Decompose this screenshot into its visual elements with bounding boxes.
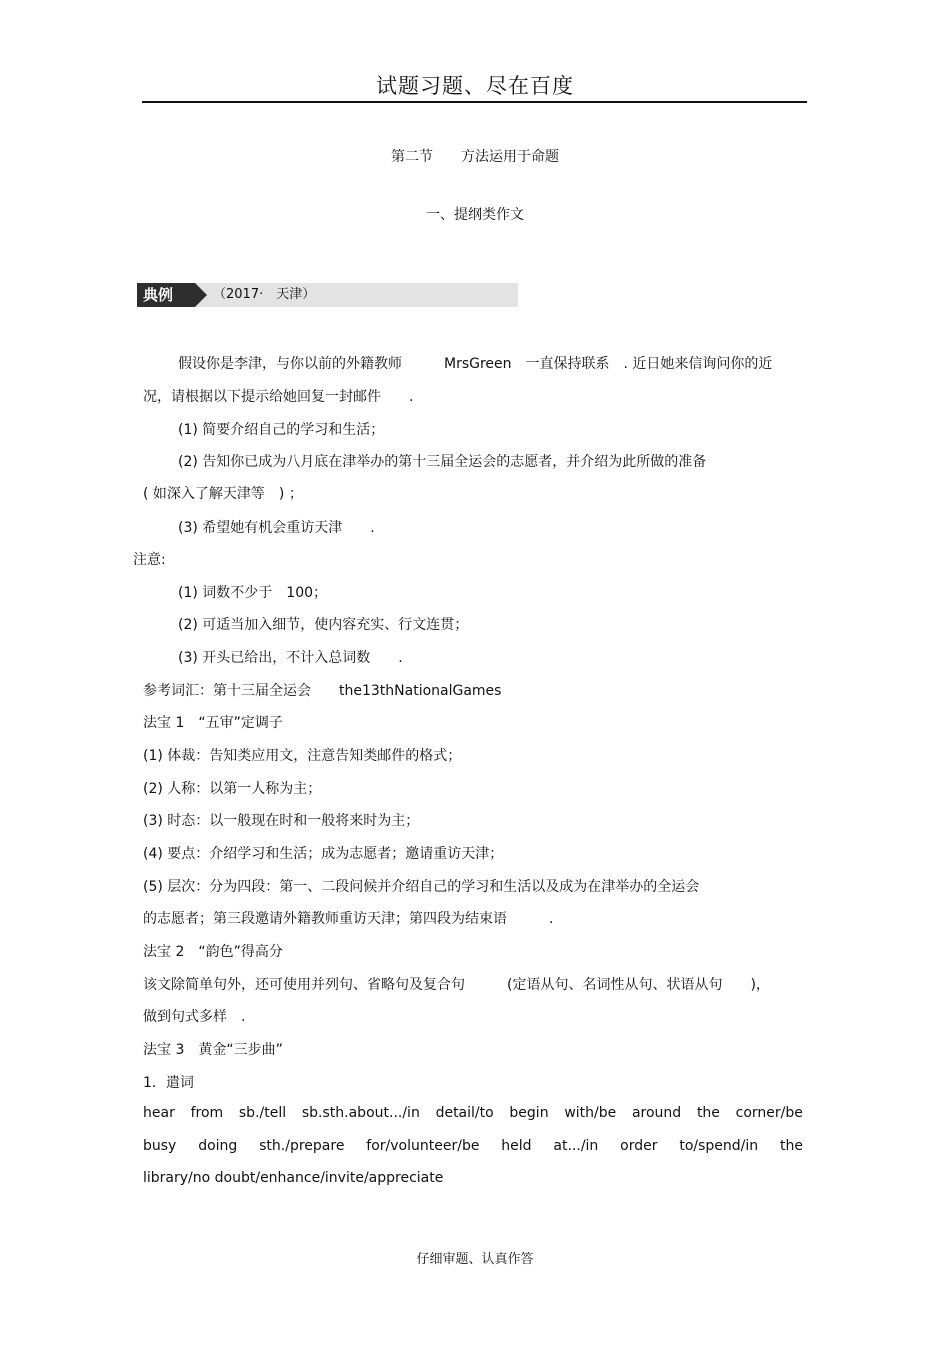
- word: around: [631, 1105, 682, 1121]
- prompt-item-1: (1) 简要介绍自己的学习和生活；: [178, 422, 385, 438]
- page-footer: 仔细审题、认真作答: [416, 1252, 534, 1267]
- tip2-line-1: 该文除简单句外，还可使用并列句、省略句及复合句 (定语从句、名词性从句、状语从句 )，: [143, 977, 770, 993]
- note-3: (3) 开头已给出，不计入总词数 .: [178, 650, 403, 666]
- word: doing: [198, 1138, 238, 1154]
- tip2-line-2: 做到句式多样 .: [143, 1009, 246, 1025]
- tip3-step-1: 1．遣词: [143, 1075, 194, 1091]
- word: the: [696, 1105, 720, 1121]
- tip1-point-5b: 的志愿者；第三段邀请外籍教师重访天津；第四段为结束语 .: [143, 911, 554, 927]
- tip1-point-2: (2) 人称：以第一人称为主；: [143, 781, 322, 797]
- prompt-item-3: (3) 希望她有机会重访天津 .: [178, 520, 375, 536]
- word: for/volunteer/be: [366, 1138, 480, 1154]
- note-2: (2) 可适当加入细节，使内容充实、行文连贯；: [178, 617, 469, 633]
- word-list-line-1: [143, 1105, 803, 1121]
- word: at.../in: [553, 1138, 599, 1154]
- tip1-point-3: (3) 时态：以一般现在时和一般将来时为主；: [143, 813, 420, 829]
- section-title: 第二节 方法运用于命题: [391, 149, 559, 165]
- word: sb.sth.about.../in: [301, 1105, 420, 1121]
- word: from: [190, 1105, 224, 1121]
- word: sb./tell: [238, 1105, 287, 1121]
- prompt-line-1: 假设你是李津，与你以前的外籍教师 MrsGreen 一直保持联系 . 近日她来信询问你的近: [178, 356, 773, 372]
- word: corner/be: [735, 1105, 803, 1121]
- tip1-title: 法宝 1 “五审”定调子: [143, 715, 283, 731]
- word: held: [501, 1138, 532, 1154]
- notes-label: 注意:: [133, 552, 166, 568]
- tip1-point-1: (1) 体裁：告知类应用文，注意告知类邮件的格式；: [143, 748, 462, 764]
- example-tag: 典例: [137, 283, 195, 307]
- tip3-title: 法宝 3 黄金“三步曲”: [143, 1042, 283, 1058]
- word: sth./prepare: [259, 1138, 345, 1154]
- page-header-title: 试题习题、尽在百度: [376, 74, 574, 98]
- word: busy: [143, 1138, 177, 1154]
- reference-vocab: 参考词汇：第十三届全运会 the13thNationalGames: [143, 683, 502, 699]
- prompt-line-2: 况，请根据以下提示给她回复一封邮件 .: [143, 389, 414, 405]
- word-list-line-3: library/no doubt/enhance/invite/appreciate: [143, 1170, 444, 1186]
- header-rule: [142, 101, 807, 103]
- word: with/be: [564, 1105, 617, 1121]
- tip1-point-4: (4) 要点：介绍学习和生活；成为志愿者；邀请重访天津；: [143, 846, 504, 862]
- word: begin: [509, 1105, 549, 1121]
- prompt-item-2a: (2) 告知你已成为八月底在津举办的第十三届全运会的志愿者，并介绍为此所做的准备: [178, 454, 707, 470]
- word: detail/to: [435, 1105, 494, 1121]
- word: to/spend/in: [679, 1138, 759, 1154]
- tip1-point-5a: (5) 层次：分为四段：第一、二段问候并介绍自己的学习和生活以及成为在津举办的全运会: [143, 879, 700, 895]
- word: the: [780, 1138, 803, 1154]
- word: hear: [143, 1105, 175, 1121]
- subsection-title: 一、提纲类作文: [426, 207, 524, 223]
- prompt-item-2b: ( 如深入了解天津等 ) ；: [143, 486, 303, 502]
- tip2-title: 法宝 2 “韵色”得高分: [143, 944, 283, 960]
- example-banner: [137, 283, 518, 307]
- note-1: (1) 词数不少于 100；: [178, 585, 328, 601]
- word-list-line-2: [143, 1138, 803, 1154]
- example-source: （2017· 天津）: [213, 287, 316, 302]
- word: order: [620, 1138, 658, 1154]
